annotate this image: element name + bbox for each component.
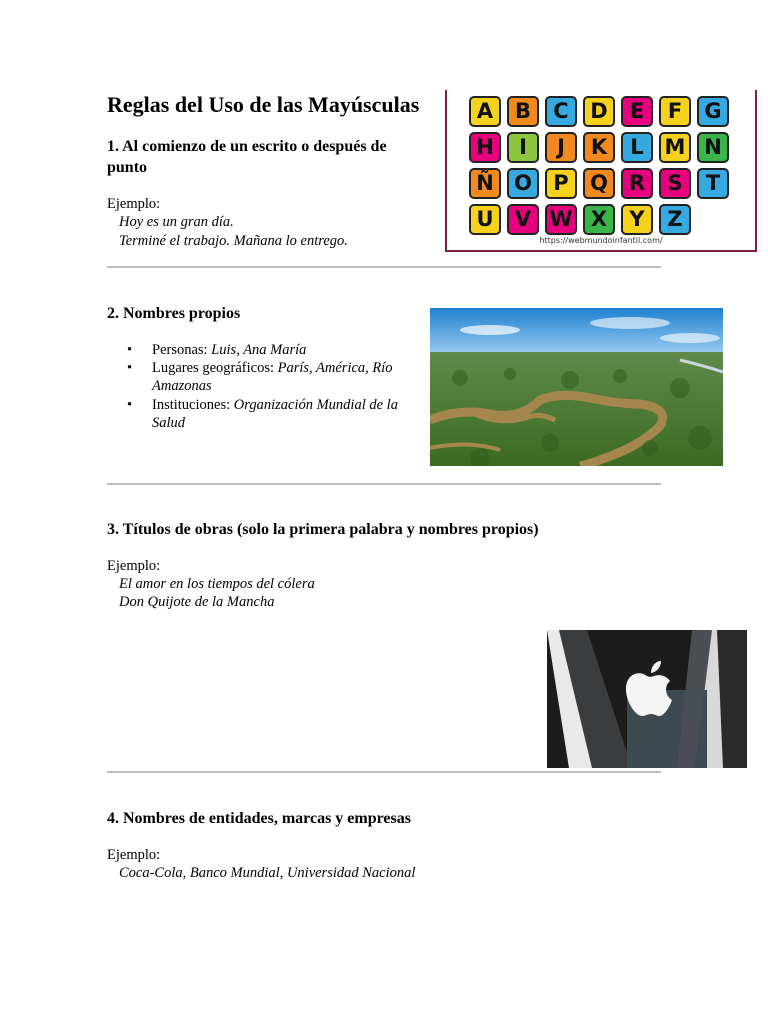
section-3-example-2: Don Quijote de la Mancha [119,594,275,610]
divider-3 [107,771,661,773]
alphabet-image [445,90,757,252]
alphabet-tile: Ñ [469,168,501,199]
alphabet-tile: C [545,96,577,127]
alphabet-tile: R [621,168,653,199]
section-1-example-label: Ejemplo: [107,196,161,212]
alphabet-tile: P [545,168,577,199]
alphabet-tile: X [583,204,615,235]
alphabet-tile: A [469,96,501,127]
alphabet-tile: Z [659,204,691,235]
divider-2 [107,483,661,485]
section-1-heading: 1. Al comienzo de un escrito o después de punto [107,138,387,176]
alphabet-tile: T [697,168,729,199]
page-title: Reglas del Uso de las Mayúsculas [107,92,420,117]
alphabet-tile: E [621,96,653,127]
section-4-heading: 4. Nombres de entidades, marcas y empresas [107,810,411,827]
section-4-example-1: Coca-Cola, Banco Mundial, Universidad Nacional [119,865,416,881]
alphabet-tile: F [659,96,691,127]
alphabet-tile: D [583,96,615,127]
alphabet-tile: K [583,132,615,163]
section-4-example-label: Ejemplo: [107,847,161,863]
alphabet-tile: O [507,168,539,199]
list-item: • Instituciones: Organización Mundial de la Salud [107,396,417,432]
alphabet-tile: I [507,132,539,163]
section-3-heading: 3. Títulos de obras (solo la primera palabra y nombres propios) [107,521,539,538]
amazon-river-image [430,308,723,466]
alphabet-tile: G [697,96,729,127]
alphabet-tile: N [697,132,729,163]
alphabet-tile: M [659,132,691,163]
section-3-example-1: El amor en los tiempos del cólera [119,576,315,592]
alphabet-tile: H [469,132,501,163]
alphabet-tile: Q [583,168,615,199]
alphabet-tile: U [469,204,501,235]
alphabet-tile: L [621,132,653,163]
section-2-list [107,341,417,432]
apple-logo-image [547,630,747,768]
section-3-example-label: Ejemplo: [107,558,161,574]
list-item: • Personas: Luis, Ana María [107,341,417,359]
alphabet-tile: W [545,204,577,235]
divider-1 [107,266,661,268]
list-item: • Lugares geográficos: París, América, Río Amazonas [107,359,417,395]
alphabet-tile: B [507,96,539,127]
section-2-heading: 2. Nombres propios [107,305,241,322]
alphabet-tile: J [545,132,577,163]
alphabet-tile: Y [621,204,653,235]
section-1-example-2: Terminé el trabajo. Mañana lo entrego. [119,233,348,249]
section-1-example-1: Hoy es un gran día. [119,214,234,230]
alphabet-tile: S [659,168,691,199]
alphabet-tile: V [507,204,539,235]
alphabet-image-url: https://webmundoinfantil.com/ [539,236,663,245]
